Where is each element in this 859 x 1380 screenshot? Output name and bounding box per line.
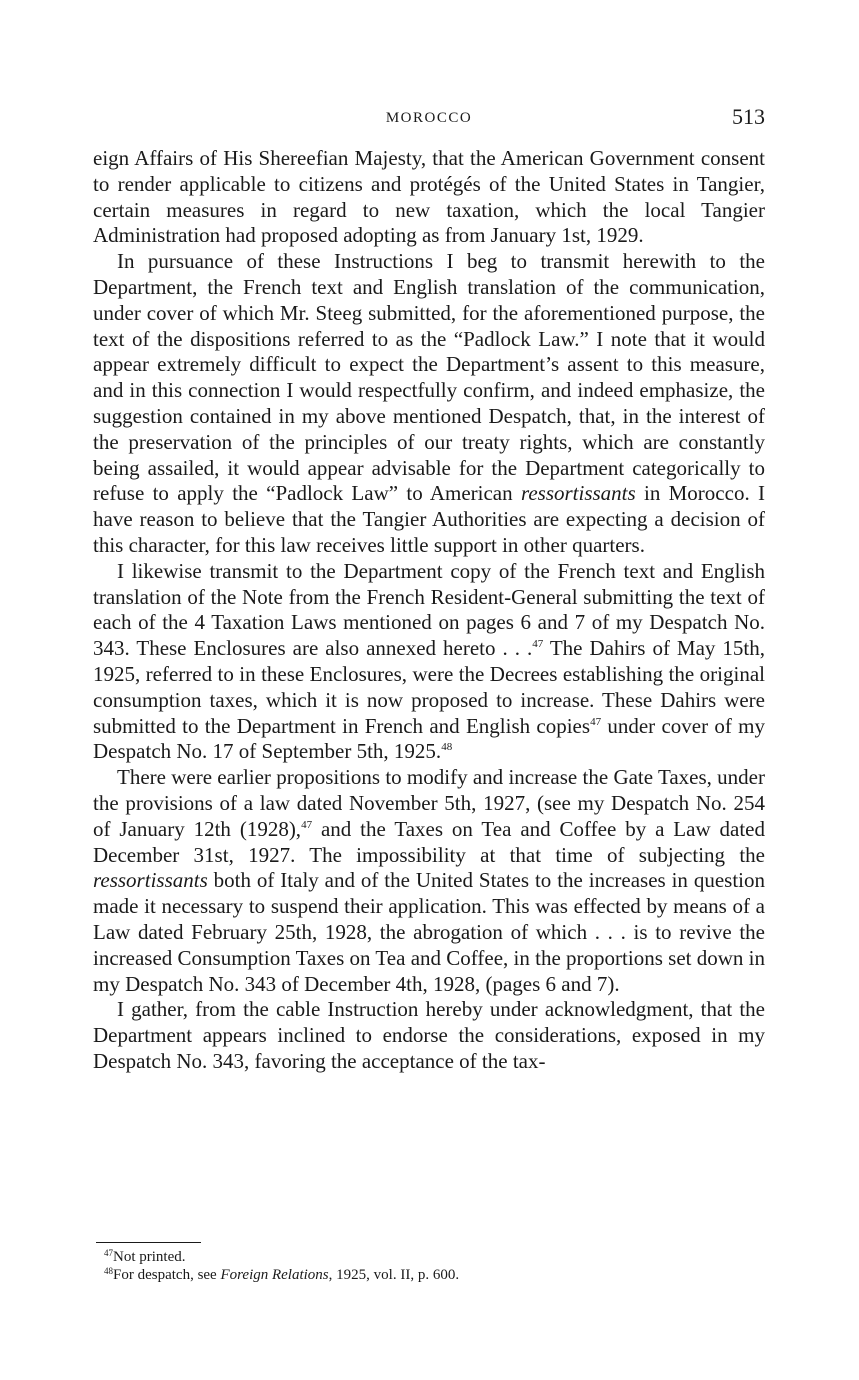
footnotes [104, 1248, 764, 1284]
paragraph-4: There were earlier propositions to modify and increase the Gate Taxes, under the provisions of a law dated November 5th, 1927, (see my Despatch No. 254 of January 12th (1928),$^{47}$ and the Taxes on Tea and Coffee by a Law dated December 31st, 1927. The impossibility at that time of subjecting the ressortissants both of Italy and of the United States to the increases in question made it necessary to suspend their application. This was effected by means of a Law dated February 25th, 1928, the abrogation of which . . . is to revive the increased Consumption Taxes on Tea and Coffee, in the proportions set down in my Despatch No. 343 of December 4th, 1928, (pages 6 and 7). [93, 765, 765, 996]
body-text [93, 146, 765, 1075]
footnote-47: $^{47}$Not printed. [104, 1248, 186, 1265]
paragraph-3: I likewise transmit to the Department copy of the French text and English translation of the Note from the French Resident-General submitting the text of each of the 4 Taxation Laws mentioned on pages 6 and 7 of my Despatch No. 343. These Enclosures are also annexed hereto . . .$^{47}$ The Dahirs of May 15th, 1925, referred to in these Enclosures, were the Decrees establishing the original consumption taxes, which it is now proposed to increase. These Dahirs were submitted to the Department in French and English copies$^{47}$ under cover of my Despatch No. 17 of September 5th, 1925.48 [93, 558, 766, 764]
paragraph-1: eign Affairs of His Shereefian Majesty, that the American Government consent to render applicable to citizens and protégés of the United States in Tangier, certain measures in regard to new taxation, which the local Tangier Administration had proposed adopting as from January 1st, 1929. [93, 146, 765, 248]
italic-term: ressortissants [93, 868, 208, 893]
footnote-divider [96, 1242, 201, 1243]
footnote-ref: 47 [301, 818, 313, 831]
running-title: MOROCCO [385, 110, 473, 126]
footnote-48: $^{48}$For despatch, see Foreign Relations, 1925, vol. II, p. 600. [104, 1266, 460, 1283]
paragraph-2: In pursuance of these Instructions I beg to transmit herewith to the Department, the French text and English translation of the communication, under cover of which Mr. Steeg submitted, for the aforementioned purpose, the text of the dispositions referred to as the “Padlock Law.” I note that it would appear extremely difficult to expect the Department’s assent to this measure, and in this connection I would respectfully confirm, and indeed emphasize, the suggestion contained in my above mentioned Despatch, that, in the interest of the preservation of the principles of our treaty rights, which are constantly being assailed, it would appear advisable for the Department categorically to refuse to apply the “Padlock Law” to American ressortissants in Morocco. I have reason to believe that the Tangier Authorities are expecting a decision of this character, for this law receives little support in other quarters. [93, 249, 765, 557]
footnote-ref: 47 [590, 715, 602, 728]
italic-term: ressortissants [520, 481, 636, 506]
volume-number: II [400, 1267, 411, 1283]
footnote-ref: 48 [441, 741, 453, 754]
paragraph-5: I gather, from the cable Instruction hereby under acknowledgment, that the Department appears inclined to endorse the considerations, exposed in my Despatch No. 343, favoring the acceptance of the tax- [93, 997, 765, 1073]
footnote-marker: 47 [104, 1248, 113, 1258]
italic-title: Foreign Relations [220, 1267, 329, 1283]
page-number: 513 [732, 104, 765, 129]
footnote-marker: 48 [104, 1266, 113, 1276]
footnote-ref: 47 [532, 638, 544, 651]
running-head [93, 104, 765, 134]
